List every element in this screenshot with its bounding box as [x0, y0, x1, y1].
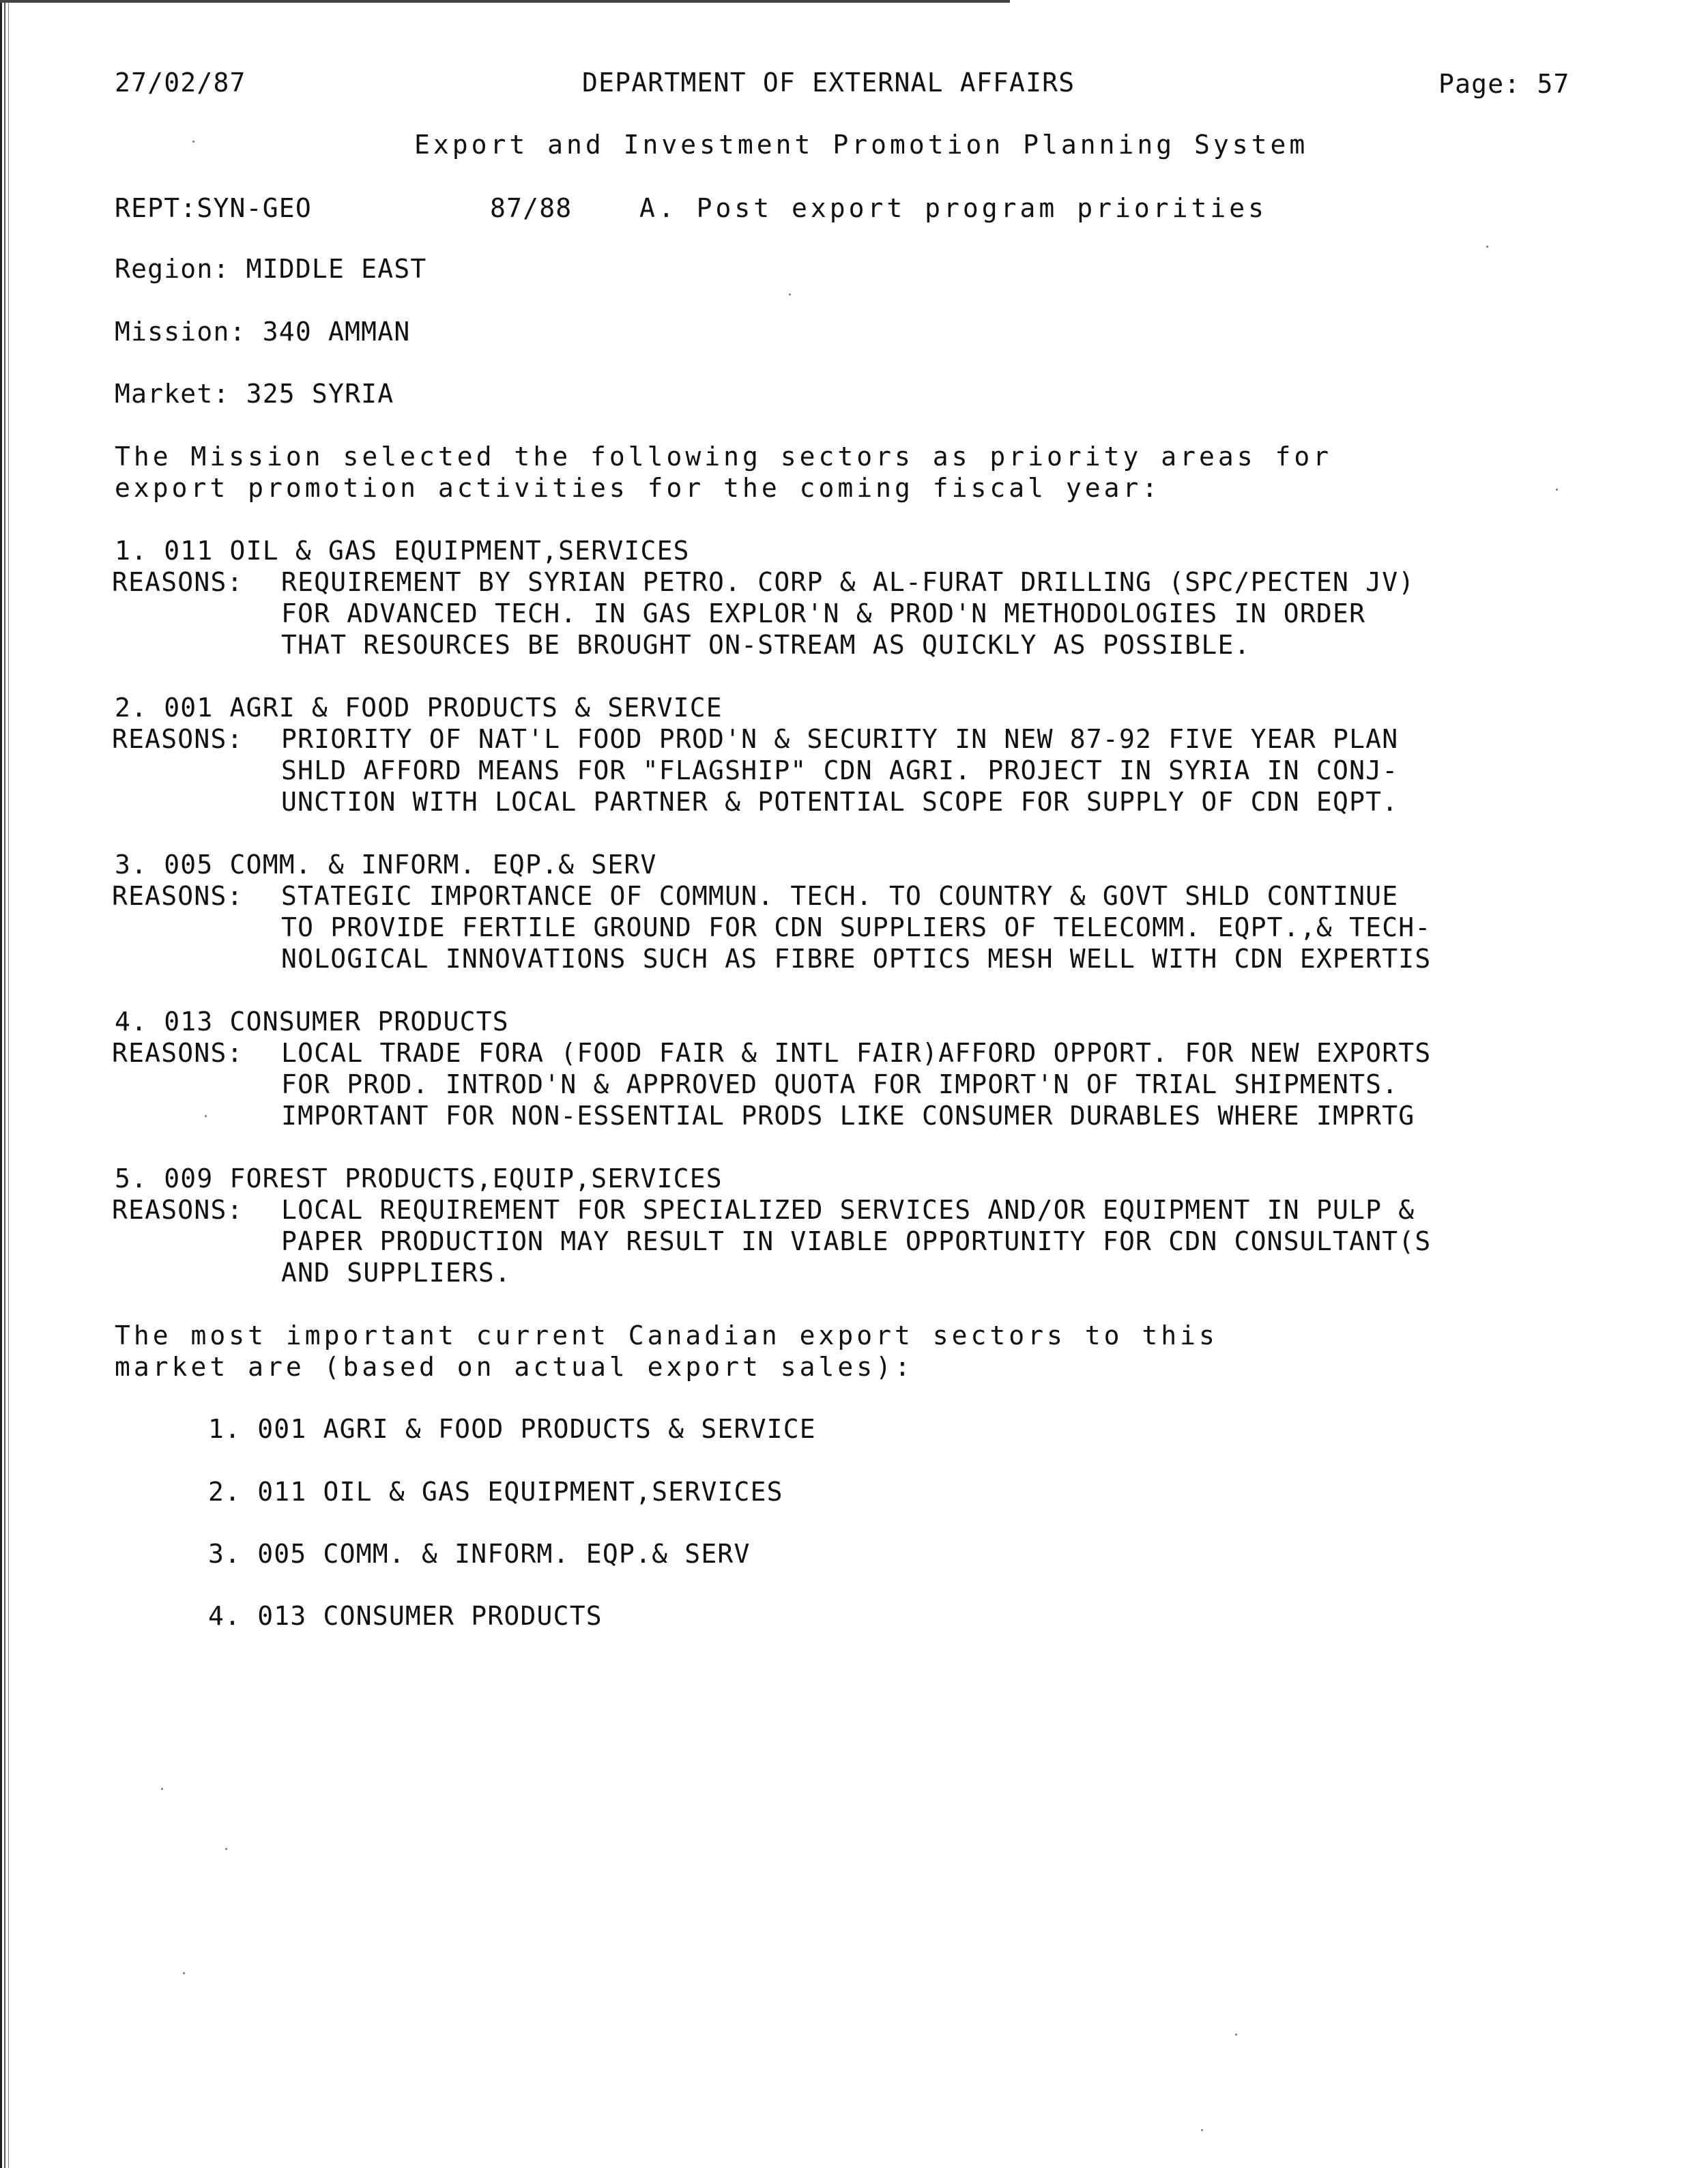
- scan-speck: [789, 293, 791, 295]
- scan-speck: [161, 1788, 163, 1790]
- reason-line: THAT RESOURCES BE BROUGHT ON-STREAM AS QUICKLY AS POSSIBLE.: [281, 630, 1251, 660]
- reason-line: STATEGIC IMPORTANCE OF COMMUN. TECH. TO COUNTRY & GOVT SHLD CONTINUE: [281, 881, 1399, 911]
- reason-line: UNCTION WITH LOCAL PARTNER & POTENTIAL SCOPE FOR SUPPLY OF CDN EQPT.: [281, 787, 1399, 817]
- scan-speck: [205, 1115, 207, 1117]
- department-name: DEPARTMENT OF EXTERNAL AFFAIRS: [582, 68, 1075, 98]
- current-intro-line-1: The most important current Canadian export sectors to this: [115, 1320, 1218, 1350]
- mission-line: Mission: 340 AMMAN: [115, 317, 411, 347]
- current-sector-item: 2. 011 OIL & GAS EQUIPMENT,SERVICES: [208, 1477, 783, 1507]
- reason-line: IMPORTANT FOR NON-ESSENTIAL PRODS LIKE CONSUMER DURABLES WHERE IMPRTG: [281, 1101, 1415, 1131]
- intro-line-2: export promotion activities for the coming fiscal year:: [115, 473, 1161, 503]
- reason-line: PAPER PRODUCTION MAY RESULT IN VIABLE OPPORTUNITY FOR CDN CONSULTANT(S: [281, 1226, 1432, 1256]
- priority-heading: 2. 001 AGRI & FOOD PRODUCTS & SERVICE: [115, 693, 723, 723]
- scan-speck: [225, 1848, 227, 1850]
- scan-speck: [192, 141, 194, 143]
- reason-line: REQUIREMENT BY SYRIAN PETRO. CORP & AL-FURAT DRILLING (SPC/PECTEN JV): [281, 567, 1415, 597]
- reason-line: SHLD AFFORD MEANS FOR "FLAGSHIP" CDN AGRI. PROJECT IN SYRIA IN CONJ-: [281, 755, 1399, 785]
- reason-line: FOR PROD. INTROD'N & APPROVED QUOTA FOR IMPORT'N OF TRIAL SHIPMENTS.: [281, 1069, 1399, 1099]
- reason-line: TO PROVIDE FERTILE GROUND FOR CDN SUPPLIERS OF TELECOMM. EQPT.,& TECH-: [281, 912, 1432, 942]
- reasons-label: REASONS:: [112, 881, 244, 911]
- current-intro-line-2: market are (based on actual export sales):: [115, 1352, 914, 1382]
- priority-heading: 1. 011 OIL & GAS EQUIPMENT,SERVICES: [115, 536, 690, 566]
- current-sector-item: 4. 013 CONSUMER PRODUCTS: [208, 1601, 603, 1631]
- reasons-label: REASONS:: [112, 1038, 244, 1068]
- reason-line: NOLOGICAL INNOVATIONS SUCH AS FIBRE OPTICS MESH WELL WITH CDN EXPERTIS: [281, 944, 1432, 974]
- reasons-label: REASONS:: [112, 1195, 244, 1225]
- scan-speck: [1201, 2129, 1203, 2131]
- reasons-label: REASONS:: [112, 567, 244, 597]
- fiscal-year: 87/88: [490, 193, 573, 223]
- current-sector-item: 3. 005 COMM. & INFORM. EQP.& SERV: [208, 1539, 751, 1569]
- reason-line: LOCAL REQUIREMENT FOR SPECIALIZED SERVICES AND/OR EQUIPMENT IN PULP &: [281, 1195, 1415, 1225]
- current-sector-item: 1. 001 AGRI & FOOD PRODUCTS & SERVICE: [208, 1414, 816, 1444]
- page-number: Page: 57: [1438, 69, 1570, 99]
- market-line: Market: 325 SYRIA: [115, 379, 394, 409]
- region-line: Region: MIDDLE EAST: [115, 254, 427, 284]
- system-title: Export and Investment Promotion Planning System: [414, 130, 1309, 160]
- scan-speck: [183, 1972, 185, 1974]
- priority-heading: 5. 009 FOREST PRODUCTS,EQUIP,SERVICES: [115, 1164, 723, 1194]
- intro-line-1: The Mission selected the following sectors as priority areas for: [115, 442, 1333, 472]
- scan-speck: [1486, 246, 1488, 248]
- scan-speck: [1235, 2034, 1237, 2036]
- reason-line: FOR ADVANCED TECH. IN GAS EXPLOR'N & PROD'N METHODOLOGIES IN ORDER: [281, 598, 1366, 628]
- report-date: 27/02/87: [115, 68, 246, 98]
- report-section: A. Post export program priorities: [639, 193, 1267, 223]
- reason-line: AND SUPPLIERS.: [281, 1258, 512, 1288]
- scan-speck: [1556, 489, 1558, 491]
- reason-line: PRIORITY OF NAT'L FOOD PROD'N & SECURITY IN NEW 87-92 FIVE YEAR PLAN: [281, 724, 1399, 754]
- priority-heading: 4. 013 CONSUMER PRODUCTS: [115, 1007, 509, 1037]
- reasons-label: REASONS:: [112, 724, 244, 754]
- report-code: REPT:SYN-GEO: [115, 193, 312, 223]
- priority-heading: 3. 005 COMM. & INFORM. EQP.& SERV: [115, 850, 657, 880]
- reason-line: LOCAL TRADE FORA (FOOD FAIR & INTL FAIR)AFFORD OPPORT. FOR NEW EXPORTS: [281, 1038, 1432, 1068]
